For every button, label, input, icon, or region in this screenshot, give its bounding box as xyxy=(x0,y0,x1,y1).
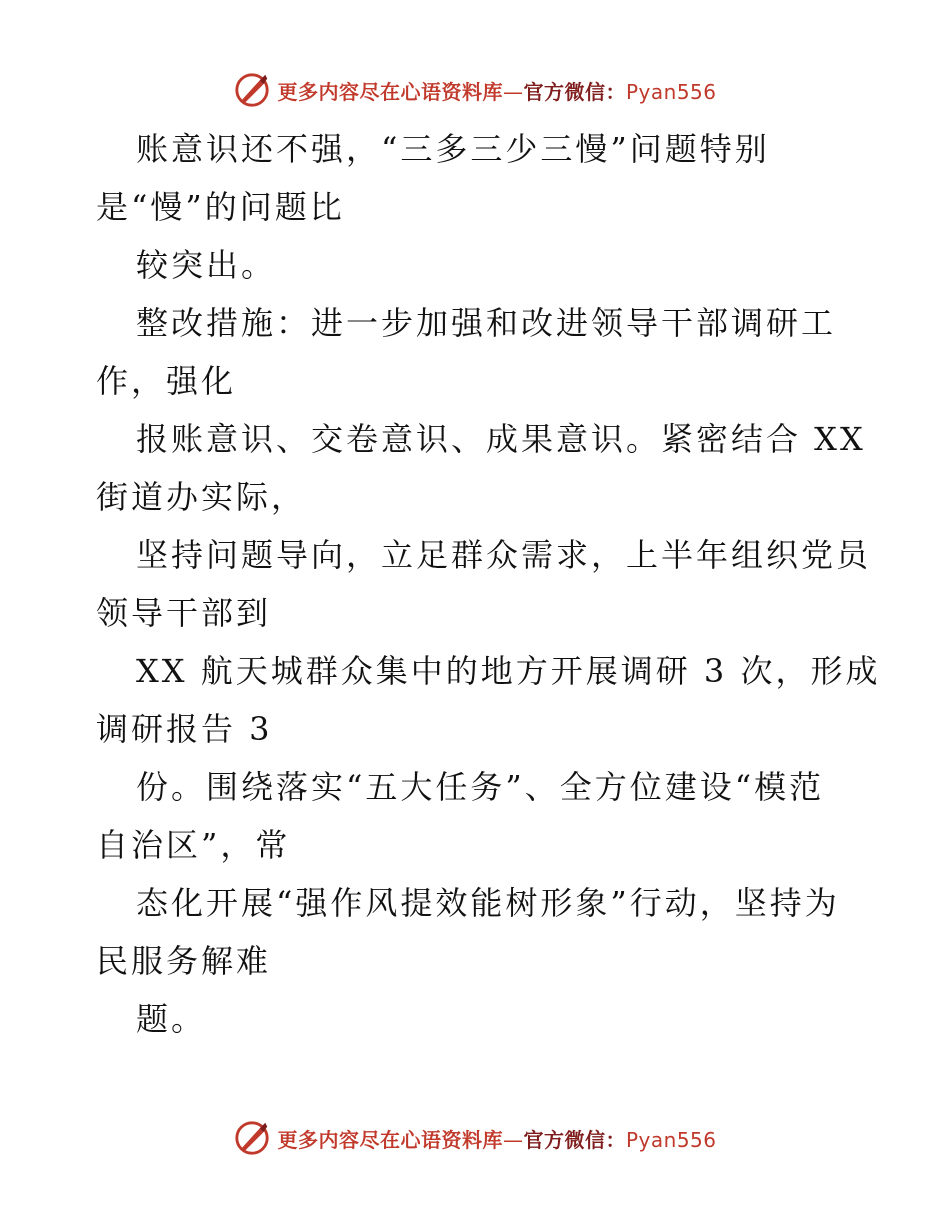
text-line: 调研报告 3 xyxy=(96,710,273,748)
text-line: XX 航天城群众集中的地方开展调研 3 次，形成 xyxy=(136,652,881,690)
text-line: 作，强化 xyxy=(96,362,237,400)
text-line: 领导干部到 xyxy=(96,594,272,632)
text-line: 报账意识、交卷意识、成果意识。紧密结合 XX xyxy=(136,420,866,458)
watermark-text xyxy=(277,1124,716,1153)
text-line: 整改措施：进一步加强和改进领导干部调研工 xyxy=(136,304,837,342)
text-line: 是“慢”的问题比 xyxy=(96,188,345,226)
watermark-handle: Pyan556 xyxy=(625,79,717,104)
text-line: 份。围绕落实“五大任务”、全方位建设“模范 xyxy=(136,768,825,806)
text-line: 自治区”，常 xyxy=(96,826,291,864)
footer-watermark xyxy=(0,1118,950,1158)
text-line: 账意识还不强，“三多三少三慢”问题特别 xyxy=(136,130,770,168)
watermark-official: 官方微信： xyxy=(523,79,626,104)
quill-logo-icon xyxy=(233,71,271,109)
text-line: 较突出。 xyxy=(136,246,277,284)
watermark-dash: — xyxy=(502,1127,524,1152)
watermark-main: 更多内容尽在心语资料库 xyxy=(277,1127,503,1152)
text-line: 坚持问题导向，立足群众需求，上半年组织党员 xyxy=(136,536,872,574)
quill-logo-icon xyxy=(233,1119,271,1157)
watermark-handle: Pyan556 xyxy=(625,1127,717,1152)
document-body xyxy=(96,120,881,1048)
text-line: 街道办实际， xyxy=(96,478,307,516)
text-line: 题。 xyxy=(136,1000,207,1038)
watermark-text xyxy=(277,76,716,105)
header-watermark xyxy=(0,70,950,110)
watermark-main: 更多内容尽在心语资料库 xyxy=(277,79,503,104)
text-line: 态化开展“强作风提效能树形象”行动，坚持为 xyxy=(136,884,840,922)
watermark-official: 官方微信： xyxy=(523,1127,626,1152)
text-line: 民服务解难 xyxy=(96,942,272,980)
watermark-dash: — xyxy=(502,79,524,104)
